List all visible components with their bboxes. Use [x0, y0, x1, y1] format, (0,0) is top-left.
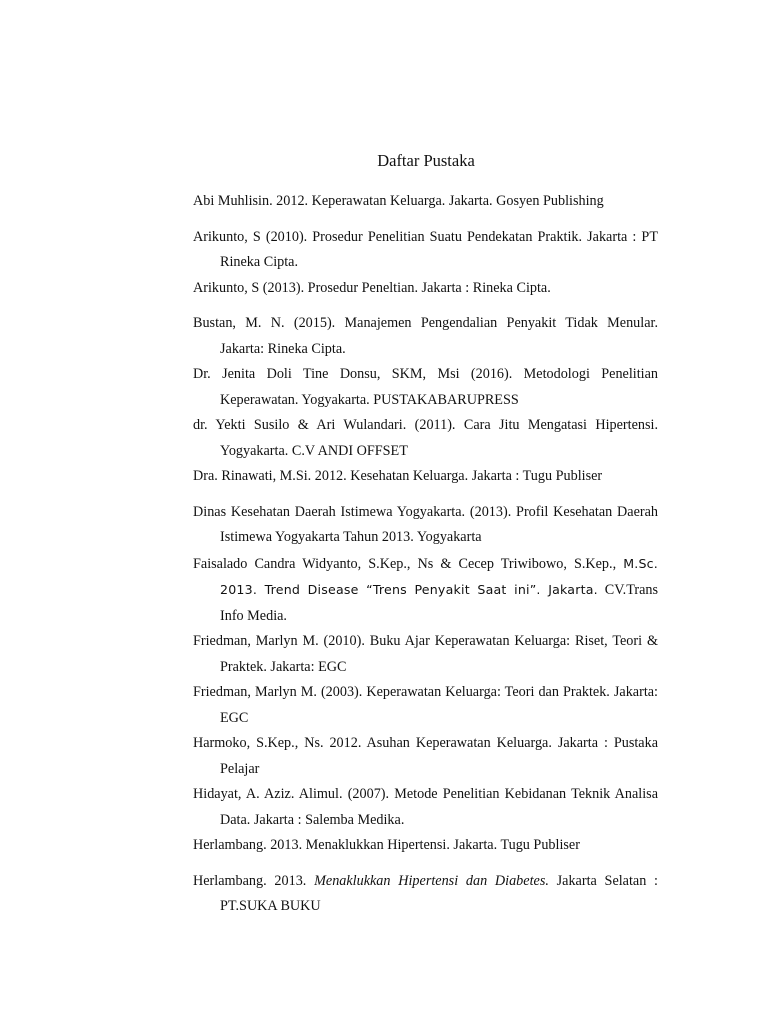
reference-title-segment: M.Sc. 2013. Trend Disease “Trens Penyakit Saat ini”. Jakarta. — [220, 555, 658, 597]
reference-publisher: CV.Trans Info Media. — [220, 582, 658, 624]
reference-item — [193, 869, 658, 920]
reference-authors: Faisalado Candra Widyanto, S.Kep., Ns & Cecep Triwibowo, S.Kep., — [193, 555, 624, 572]
reference-item: Abi Muhlisin. 2012. Keperawatan Keluarga. Jakarta. Gosyen Publishing — [193, 193, 604, 209]
reference-list — [193, 189, 658, 920]
reference-item: Bustan, M. N. (2015). Manajemen Pengendalian Penyakit Tidak Menular. Jakarta: Rineka Cipta. — [193, 315, 658, 357]
reference-item: Friedman, Marlyn M. (2003). Keperawatan Keluarga: Teori dan Praktek. Jakarta: EGC — [193, 684, 658, 726]
reference-publisher: Jakarta Selatan : PT.SUKA BUKU — [220, 872, 658, 914]
reference-item — [193, 551, 658, 630]
reference-item: Dra. Rinawati, M.Si. 2012. Kesehatan Keluarga. Jakarta : Tugu Publiser — [193, 468, 603, 484]
reference-item: Friedman, Marlyn M. (2010). Buku Ajar Keperawatan Keluarga: Riset, Teori & Praktek. Jakarta: EGC — [193, 633, 658, 675]
reference-item: Dinas Kesehatan Daerah Istimewa Yogyakarta. (2013). Profil Kesehatan Daerah Istimewa Yogyakarta Tahun 2013. Yogyakarta — [193, 503, 658, 545]
reference-authors: Herlambang. 2013. — [193, 872, 315, 889]
reference-item: Hidayat, A. Aziz. Alimul. (2007). Metode Penelitian Kebidanan Teknik Analisa Data. Jakarta : Salemba Medika. — [193, 786, 658, 828]
reference-item: Herlambang. 2013. Menaklukkan Hipertensi. Jakarta. Tugu Publiser — [193, 837, 580, 853]
page-title: Daftar Pustaka — [377, 151, 475, 170]
reference-item: Arikunto, S (2013). Prosedur Peneltian. Jakarta : Rineka Cipta. — [193, 279, 551, 296]
reference-italic-title: Menaklukkan Hipertensi dan Diabetes. — [314, 872, 549, 889]
reference-item: Arikunto, S (2010). Prosedur Penelitian Suatu Pendekatan Praktik. Jakarta : PT Rineka Cipta. — [193, 228, 658, 270]
reference-item: dr. Yekti Susilo & Ari Wulandari. (2011). Cara Jitu Mengatasi Hipertensi. Yogyakarta. C.V ANDI OFFSET — [193, 417, 658, 459]
reference-item: Dr. Jenita Doli Tine Donsu, SKM, Msi (2016). Metodologi Penelitian Keperawatan. Yogyakarta. PUSTAKABARUPRESS — [193, 366, 658, 408]
reference-item: Harmoko, S.Kep., Ns. 2012. Asuhan Keperawatan Keluarga. Jakarta : Pustaka Pelajar — [193, 735, 658, 777]
